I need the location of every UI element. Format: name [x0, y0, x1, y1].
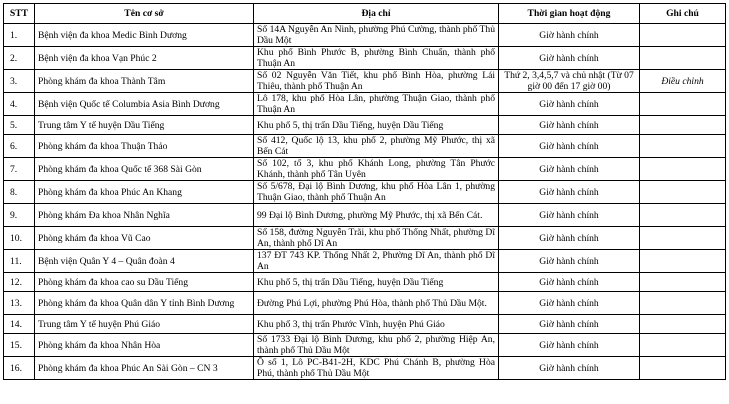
- row-stt: 15.: [4, 334, 35, 357]
- row-note: [640, 93, 726, 116]
- row-operating-time: Giờ hành chính: [499, 158, 640, 181]
- table-row: [4, 181, 726, 204]
- row-operating-time: Giờ hành chính: [499, 47, 640, 70]
- row-stt: 9.: [4, 204, 35, 227]
- row-operating-time: Thứ 2, 3,4,5,7 và chủ nhật (Từ 07 giờ 00 đến 17 giờ 00): [499, 70, 640, 93]
- row-facility-name: Phòng khám đa khoa Vũ Cao: [35, 227, 254, 250]
- row-address: Đường Phú Lợi, phường Phú Hòa, thành phố Thủ Dầu Một.: [254, 292, 499, 315]
- row-operating-time: Giờ hành chính: [499, 181, 640, 204]
- row-address: Số 5/678, Đại lộ Bình Dương, khu phố Hòa Lân 1, phường Thuận Giao, thành phố Thuận An: [254, 181, 499, 204]
- row-facility-name: Phòng khám đa khoa Nhân Hòa: [35, 334, 254, 357]
- row-stt: 8.: [4, 181, 35, 204]
- row-stt: 7.: [4, 158, 35, 181]
- row-note: [640, 273, 726, 292]
- row-stt: 11.: [4, 250, 35, 273]
- row-note: [640, 181, 726, 204]
- table-row: [4, 47, 726, 70]
- row-stt: 13.: [4, 292, 35, 315]
- table-row: [4, 204, 726, 227]
- row-address: Khu phố 3, thị trấn Phước Vĩnh, huyện Phú Giáo: [254, 315, 499, 334]
- row-operating-time: Giờ hành chính: [499, 292, 640, 315]
- row-address: 137 ĐT 743 KP. Thống Nhất 2, Phường Dĩ An, thành phố Dĩ An: [254, 250, 499, 273]
- header-row: [4, 4, 726, 24]
- row-note: [640, 24, 726, 47]
- table-row: [4, 135, 726, 158]
- row-note: [640, 158, 726, 181]
- header-address: Địa chỉ: [254, 4, 499, 24]
- table-row: [4, 292, 726, 315]
- row-stt: 4.: [4, 93, 35, 116]
- row-address: Số 1733 Đại lộ Bình Dương, khu phố 2, phường Hiệp An, thành phố Thủ Dầu Một: [254, 334, 499, 357]
- row-operating-time: Giờ hành chính: [499, 334, 640, 357]
- row-stt: 16.: [4, 357, 35, 380]
- row-operating-time: Giờ hành chính: [499, 315, 640, 334]
- row-stt: 5.: [4, 116, 35, 135]
- table-row: [4, 70, 726, 93]
- table-row: [4, 334, 726, 357]
- row-operating-time: Giờ hành chính: [499, 24, 640, 47]
- row-address: Ô số 1, Lô PC-B41-2H, KDC Phú Chánh B, phường Hòa Phú, thành phố Thủ Dầu Một: [254, 357, 499, 380]
- row-stt: 14.: [4, 315, 35, 334]
- table-row: [4, 24, 726, 47]
- header-note: Ghi chú: [640, 4, 726, 24]
- table-header: [4, 4, 726, 24]
- row-stt: 3.: [4, 70, 35, 93]
- row-facility-name: Phòng khám đa khoa Phúc An Khang: [35, 181, 254, 204]
- table-row: [4, 357, 726, 380]
- table-row: [4, 116, 726, 135]
- row-stt: 6.: [4, 135, 35, 158]
- table-row: [4, 250, 726, 273]
- row-facility-name: Phòng khám đa khoa Thuận Thảo: [35, 135, 254, 158]
- row-operating-time: Giờ hành chính: [499, 116, 640, 135]
- row-facility-name: Phòng khám đa khoa cao su Dầu Tiếng: [35, 273, 254, 292]
- row-note: [640, 250, 726, 273]
- row-address: Số 102, tổ 3, khu phố Khánh Long, phường Tân Phước Khánh, thành phố Tân Uyên: [254, 158, 499, 181]
- row-operating-time: Giờ hành chính: [499, 273, 640, 292]
- row-operating-time: Giờ hành chính: [499, 357, 640, 380]
- row-facility-name: Bệnh viện đa khoa Medic Bình Dương: [35, 24, 254, 47]
- row-stt: 2.: [4, 47, 35, 70]
- row-facility-name: Bệnh viện Quân Y 4 – Quân đoàn 4: [35, 250, 254, 273]
- row-note: [640, 135, 726, 158]
- row-facility-name: Phòng khám Đa khoa Nhân Nghĩa: [35, 204, 254, 227]
- row-operating-time: Giờ hành chính: [499, 250, 640, 273]
- table-row: [4, 93, 726, 116]
- header-time: Thời gian hoạt động: [499, 4, 640, 24]
- row-note: [640, 357, 726, 380]
- row-operating-time: Giờ hành chính: [499, 227, 640, 250]
- row-address: Khu phố 5, thị trấn Dầu Tiếng, huyện Dầu Tiếng: [254, 273, 499, 292]
- row-operating-time: Giờ hành chính: [499, 204, 640, 227]
- row-facility-name: Bệnh viện đa khoa Vạn Phúc 2: [35, 47, 254, 70]
- row-address: Số 158, đường Nguyễn Trãi, khu phố Thống Nhất, phường Dĩ An, thành phố Dĩ An: [254, 227, 499, 250]
- row-stt: 12.: [4, 273, 35, 292]
- row-note: [640, 116, 726, 135]
- row-facility-name: Phòng khám đa khoa Thành Tâm: [35, 70, 254, 93]
- row-address: Lô 178, khu phố Hòa Lân, phường Thuận Giao, thành phố Thuận An: [254, 93, 499, 116]
- row-address: Số 14A Nguyễn An Ninh, phường Phú Cường, thành phố Thủ Dầu Một: [254, 24, 499, 47]
- row-stt: 1.: [4, 24, 35, 47]
- row-address: Số 02 Nguyễn Văn Tiết, khu phố Bình Hòa, phường Lái Thiêu, thành phố Thuận An: [254, 70, 499, 93]
- row-operating-time: Giờ hành chính: [499, 135, 640, 158]
- row-note: [640, 334, 726, 357]
- row-operating-time: Giờ hành chính: [499, 93, 640, 116]
- table-row: [4, 158, 726, 181]
- row-facility-name: Phòng khám đa khoa Quân dân Y tỉnh Bình Dương: [35, 292, 254, 315]
- row-facility-name: Bệnh viện Quốc tế Columbia Asia Bình Dương: [35, 93, 254, 116]
- row-note: [640, 204, 726, 227]
- row-address: 99 Đại lộ Bình Dương, phường Mỹ Phước, thị xã Bến Cát.: [254, 204, 499, 227]
- facility-table: [3, 3, 726, 380]
- header-stt: STT: [4, 4, 35, 24]
- row-facility-name: Phòng khám đa khoa Quốc tế 368 Sài Gòn: [35, 158, 254, 181]
- table-row: [4, 315, 726, 334]
- table-row: [4, 227, 726, 250]
- row-note: [640, 315, 726, 334]
- row-facility-name: Trung tâm Y tế huyện Phú Giáo: [35, 315, 254, 334]
- table-row: [4, 273, 726, 292]
- table-body: [4, 24, 726, 380]
- row-note: [640, 47, 726, 70]
- row-facility-name: Phòng khám đa khoa Phúc An Sài Gòn – CN 3: [35, 357, 254, 380]
- header-name: Tên cơ sở: [35, 4, 254, 24]
- row-address: Số 412, Quốc lộ 13, khu phố 2, phường Mỹ Phước, thị xã Bến Cát: [254, 135, 499, 158]
- row-address: Khu phố Bình Phước B, phường Bình Chuẩn, thành phố Thuận An: [254, 47, 499, 70]
- row-stt: 10.: [4, 227, 35, 250]
- row-facility-name: Trung tâm Y tế huyện Dầu Tiếng: [35, 116, 254, 135]
- row-address: Khu phố 5, thị trấn Dầu Tiếng, huyện Dầu Tiếng: [254, 116, 499, 135]
- row-note: [640, 227, 726, 250]
- row-note: Điều chỉnh: [640, 70, 726, 93]
- row-note: [640, 292, 726, 315]
